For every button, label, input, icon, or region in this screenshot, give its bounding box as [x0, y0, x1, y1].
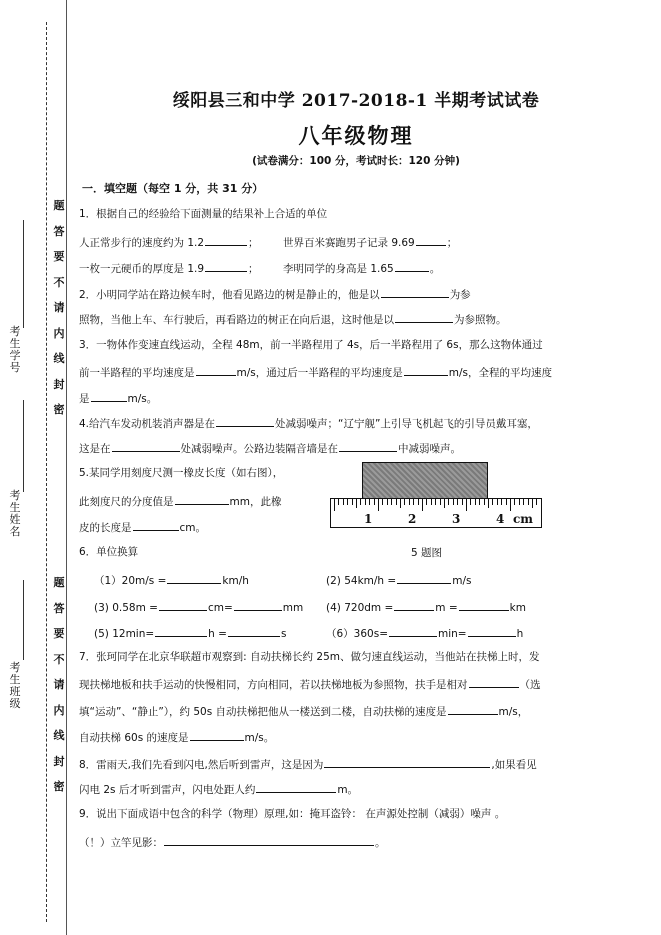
margin-char: 题 [53, 199, 65, 213]
answer-blank[interactable] [133, 519, 179, 531]
student-id-label: 考生学号 [9, 325, 21, 374]
ruler-tick [426, 499, 427, 505]
q6-item-1: （1）20m/s = km/h [94, 572, 249, 588]
answer-blank[interactable] [155, 625, 207, 637]
q1-line-1b: 世界百米赛跑男子记录 9.69 ； [283, 234, 457, 250]
answer-blank[interactable] [175, 493, 229, 505]
margin-warning-bottom [52, 570, 66, 800]
margin-char: 答 [53, 224, 65, 238]
margin-char: 线 [53, 352, 65, 366]
q6-item-4: (4) 720dm = m = km [326, 599, 526, 615]
answer-blank[interactable] [91, 390, 127, 402]
ruler-tick [440, 499, 441, 505]
answer-blank[interactable] [234, 599, 282, 611]
ruler-tick [444, 499, 445, 508]
answer-blank[interactable] [159, 599, 207, 611]
answer-blank[interactable] [164, 834, 374, 846]
ruler [330, 498, 542, 528]
ruler-tick [457, 499, 458, 505]
margin-char: 内 [53, 326, 65, 340]
margin-char: 不 [53, 275, 65, 289]
answer-blank[interactable] [190, 729, 244, 741]
ruler-tick [475, 499, 476, 505]
margin-char: 封 [53, 754, 65, 768]
ruler-figure [330, 462, 542, 532]
answer-blank[interactable] [416, 234, 446, 246]
margin-char: 请 [53, 301, 65, 315]
answer-blank[interactable] [339, 440, 397, 452]
margin-char: 密 [53, 403, 65, 417]
ruler-tick [356, 499, 357, 508]
student-class-label: 考生班级 [9, 661, 21, 710]
margin-char: 请 [53, 678, 65, 692]
ruler-tick [448, 499, 449, 505]
ruler-label: 3 [452, 512, 461, 526]
ruler-tick [466, 499, 467, 511]
student-name-label: 考生姓名 [9, 489, 21, 538]
q9-line-2: （！）立竿见影： 。 [79, 834, 386, 850]
answer-blank[interactable] [468, 625, 516, 637]
q6-item-2: (2) 54km/h = m/s [326, 572, 471, 588]
section-heading: 一．填空题（每空 1 分，共 31 分） [82, 182, 264, 195]
ruler-tick [343, 499, 344, 505]
ruler-tick [334, 499, 335, 511]
margin-warning-top [52, 193, 66, 423]
q4-line-1: 4.给汽车发动机装消声器是在 处减弱噪声；“辽宁舰”上引导飞机起飞的引导员戴耳塞， [79, 415, 538, 431]
q5-line-1: 5.某同学用刻度尺测一橡皮长度（如右图）， [79, 467, 284, 479]
answer-blank[interactable] [459, 599, 509, 611]
q2-line-1: 2．小明同学站在路边候车时，他看见路边的树是静止的，他是以 为参 [79, 286, 471, 302]
margin-char: 封 [53, 377, 65, 391]
answer-blank[interactable] [397, 572, 451, 584]
ruler-tick [409, 499, 410, 505]
ruler-tick [492, 499, 493, 505]
ruler-tick [338, 499, 339, 505]
ruler-tick [422, 499, 423, 511]
ruler-tick [431, 499, 432, 505]
ruler-label: 1 [364, 512, 373, 526]
q7-line-3: 填“运动”、“静止”），约 50s 自动扶梯把他从一楼送到二楼，自动扶梯的速度是 m/s， [79, 703, 528, 719]
ruler-tick [453, 499, 454, 505]
q1-line-1: 人正常步行的速度约为 1.2 ； [79, 234, 259, 250]
q9-line-1: 9．说出下面成语中包含的科学（物理）原理,如：掩耳盗铃： 在声源处控制（减弱）噪声 。 [79, 808, 506, 820]
q5-line-2: 此刻度尺的分度值是 mm，此橡 [79, 493, 281, 509]
answer-blank[interactable] [395, 311, 453, 323]
ruler-tick [435, 499, 436, 505]
ruler-tick [484, 499, 485, 505]
answer-blank[interactable] [228, 625, 280, 637]
answer-blank[interactable] [448, 703, 498, 715]
q7-line-4: 自动扶梯 60s 的速度是 m/s。 [79, 729, 274, 745]
exam-title: 绥阳县三和中学 2017-2018-1 半期考试试卷 [172, 91, 540, 111]
q1-stem: 1．根据自己的经验给下面测量的结果补上合适的单位 [79, 208, 328, 220]
ruler-tick [400, 499, 401, 508]
ruler-tick [387, 499, 388, 505]
answer-blank[interactable] [205, 234, 247, 246]
ruler-tick [519, 499, 520, 505]
ruler-tick [501, 499, 502, 505]
q2-line-2: 照物，当他上车、车行驶后，再看路边的树正在向后退，这时他是以 为参照物。 [79, 311, 507, 327]
binding-dashed-line [46, 22, 47, 922]
answer-blank[interactable] [112, 440, 180, 452]
ruler-tick [391, 499, 392, 505]
ruler-tick [514, 499, 515, 505]
ruler-tick [470, 499, 471, 505]
ruler-tick [479, 499, 480, 505]
ruler-tick [488, 499, 489, 508]
exam-meta: (试卷满分：100 分，考试时长：120 分钟) [252, 155, 460, 167]
q6-stem: 6．单位换算 [79, 546, 139, 558]
ruler-tick [510, 499, 511, 511]
answer-blank[interactable] [167, 572, 221, 584]
student-name-line [23, 400, 24, 492]
ruler-label: 4 [496, 512, 505, 526]
ruler-tick [365, 499, 366, 505]
answer-blank[interactable] [381, 286, 449, 298]
ruler-tick [404, 499, 405, 505]
answer-blank[interactable] [395, 260, 429, 272]
margin-char: 答 [53, 601, 65, 615]
margin-char: 线 [53, 729, 65, 743]
q6-item-5: (5) 12min= h = s [94, 625, 286, 641]
q6-item-3: (3) 0.58m = cm= mm [94, 599, 303, 615]
exam-subject: 八年级物理 [298, 123, 414, 148]
ruler-tick [352, 499, 353, 505]
ruler-tick [418, 499, 419, 505]
ruler-tick [347, 499, 348, 505]
q3-line-1: 3．一物体作变速直线运动，全程 48m，前一半路程用了 4s，后一半路程用了 6s，那么这物体通过 [79, 339, 543, 351]
ruler-tick [374, 499, 375, 505]
ruler-tick [532, 499, 533, 508]
margin-solid-line [66, 0, 67, 935]
answer-blank[interactable] [404, 364, 448, 376]
ruler-tick [378, 499, 379, 511]
ruler-tick [382, 499, 383, 505]
margin-char: 密 [53, 780, 65, 794]
answer-blank[interactable] [394, 599, 434, 611]
answer-blank[interactable] [256, 781, 336, 793]
ruler-tick [506, 499, 507, 505]
q4-line-2: 这是在 处减弱噪声。公路边装隔音墙是在 中减弱噪声。 [79, 440, 461, 456]
ruler-tick [523, 499, 524, 505]
ruler-tick [396, 499, 397, 505]
q8-line-2: 闪电 2s 后才听到雷声，闪电处距人约 m。 [79, 781, 358, 797]
margin-char: 要 [53, 627, 65, 641]
answer-blank[interactable] [205, 260, 247, 272]
ruler-tick [413, 499, 414, 505]
q6-item-6: （6）360s= min= h [326, 625, 523, 641]
margin-char: 内 [53, 703, 65, 717]
q1-line-2b: 李明同学的身高是 1.65 。 [283, 260, 440, 276]
figure-caption: 5 题图 [411, 547, 443, 559]
ruler-tick [369, 499, 370, 505]
ruler-unit: cm [513, 512, 534, 526]
answer-blank[interactable] [469, 676, 519, 688]
q7-line-2: 现扶梯地板和扶手运动的快慢相同，方向相同，若以扶梯地板为参照物，扶手是相对 （选 [79, 676, 541, 692]
ruler-tick [462, 499, 463, 505]
ruler-tick [528, 499, 529, 505]
q8-line-1: 8．雷雨天,我们先看到闪电,然后听到雷声，这是因为 ,如果看见 [79, 756, 537, 772]
margin-char: 题 [53, 576, 65, 590]
q1-line-2: 一枚一元硬币的厚度是 1.9 ； [79, 260, 259, 276]
q3-line-2: 前一半路程的平均速度是 m/s，通过后一半路程的平均速度是 m/s，全程的平均速度 [79, 364, 552, 380]
ruler-tick [360, 499, 361, 505]
answer-blank[interactable] [216, 415, 274, 427]
student-id-line [23, 220, 24, 328]
margin-char: 要 [53, 250, 65, 264]
ruler-tick [536, 499, 537, 505]
answer-blank[interactable] [389, 625, 437, 637]
eraser-block [362, 462, 488, 500]
answer-blank[interactable] [196, 364, 236, 376]
margin-char: 不 [53, 652, 65, 666]
q3-line-3: 是 m/s。 [79, 390, 157, 406]
ruler-tick [497, 499, 498, 505]
answer-blank[interactable] [324, 756, 490, 768]
q5-line-3: 皮的长度是 cm。 [79, 519, 206, 535]
student-class-line [23, 580, 24, 660]
q7-line-1: 7．张珂同学在北京华联超市观察到: 自动扶梯长约 25m、做匀速直线运动，当他站在扶梯上时，发 [79, 651, 540, 663]
ruler-label: 2 [408, 512, 417, 526]
